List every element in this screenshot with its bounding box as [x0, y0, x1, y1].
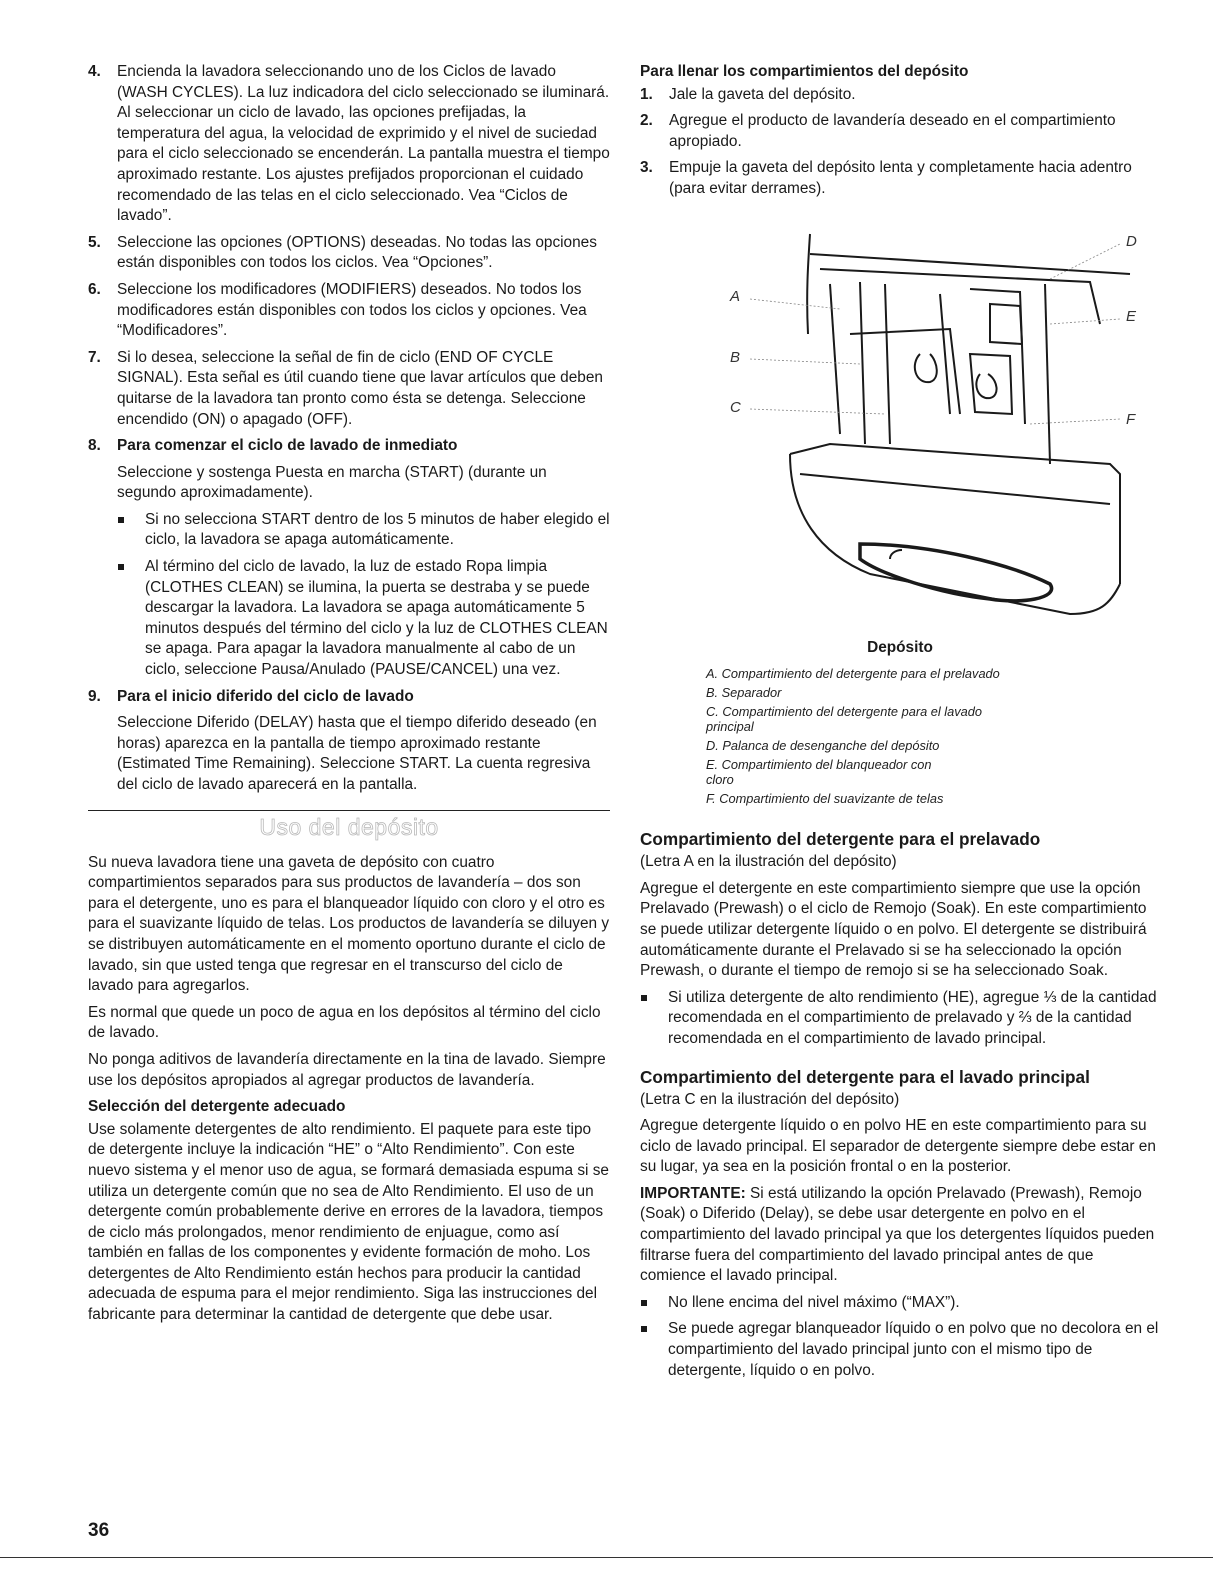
left-column — [88, 62, 610, 1332]
right-column — [640, 62, 1160, 1387]
callout-c: C — [730, 398, 741, 416]
step-7 — [88, 348, 610, 430]
prewash-paragraph: Agregue el detergente en este compartimiento siempre que use la opción Prelavado (Prewash) o el ciclo de Remojo (Soak). En este compartimiento se puede utilizar detergente líquido o en polvo. El detergente se distribuirá automáticamente durante el Prelavado si se ha seleccionado la opción Prewash, o durante el tiempo de remojo si se ha seleccionado Soak. — [640, 879, 1147, 980]
step-text: Seleccione Diferido (DELAY) hasta que el tiempo diferido deseado (en horas) aparezca en la pantalla de tiempo aproximado restante (Estimated Time Remaining). Seleccione START. La cuenta regresiva del ciclo de lavado aparecerá en la pantalla. — [117, 714, 597, 793]
important-note — [640, 1184, 1160, 1287]
fill-step — [640, 85, 1160, 106]
legend-item: B. Separador — [706, 685, 782, 701]
step-text: Empuje la gaveta del depósito lenta y completamente hacia adentro (para evitar derrames). — [669, 159, 1132, 197]
detergent-paragraph: Use solamente detergentes de alto rendimiento. El paquete para este tipo de detergente incluye la indicación “HE” o “Alto Rendimiento”. Con este nuevo sistema y el menor uso de agua, se formará demasiada espuma si se utiliza un detergente común que no sea de Alto Rendimiento. El uso de un detergente común probablemente derive en errores de la lavadora, tiempos de ciclo más prolongados, menor rendimiento de enjuague, como así también en fallas de los componentes y evidente formación de moho. Los detergentes de Alto Rendimiento están hechos para producir la cantidad adecuada de espuma para el mejor rendimiento. Siga las instrucciones del fabricante para determinar la cantidad de detergente que debe usar. — [88, 1120, 609, 1324]
legend-item: D. Palanca de desenganche del depósito — [706, 738, 940, 754]
bottom-rule — [0, 1557, 1213, 1558]
legend-item: F. Compartimiento del suavizante de telas — [706, 791, 944, 807]
legend-item: C. Compartimiento del detergente para el lavado principal — [706, 704, 983, 735]
step-heading: Para comenzar el ciclo de lavado de inmediato — [117, 437, 458, 455]
bullet-item — [117, 510, 610, 551]
bullet-square-icon — [641, 1300, 647, 1306]
dispenser-figure — [690, 214, 1150, 634]
bullet-item — [117, 557, 610, 681]
callout-a: A — [730, 287, 741, 305]
callout-e: E — [1126, 307, 1137, 325]
legend-item: E. Compartimiento del blanqueador con cloro — [706, 757, 932, 788]
bullet-square-icon — [641, 1326, 647, 1332]
step-number: 1. — [640, 85, 653, 103]
step-9 — [88, 687, 610, 796]
fill-step — [640, 158, 1160, 199]
step-number: 7. — [88, 348, 101, 366]
bullet-item — [640, 988, 1160, 1050]
main-wash-heading: Compartimiento del detergente para el lavado principal — [640, 1066, 1090, 1087]
step-number: 4. — [88, 63, 101, 80]
section-divider — [88, 810, 610, 811]
callout-b: B — [730, 348, 741, 366]
step-text: Jale la gaveta del depósito. — [669, 85, 856, 103]
bullet-square-icon — [118, 517, 124, 523]
step-text: Seleccione las opciones (OPTIONS) deseadas. No todas las opciones están disponibles con todos los ciclos. Vea “Opciones”. — [117, 233, 597, 272]
bullet-text: Si no selecciona START dentro de los 5 minutos de haber elegido el ciclo, la lavadora se apaga automáticamente. — [145, 510, 610, 549]
bullet-item — [640, 1319, 1160, 1381]
fill-heading: Para llenar los compartimientos del depósito — [640, 63, 969, 80]
important-text: Si está utilizando la opción Prelavado (Prewash), Remojo (Soak) o Diferido (Delay), se debe usar detergente en polvo en el compartimiento del lavado principal ya que los detergentes líquidos pueden filtrarse fuera del compartimiento del lavado principal antes de que comience el lavado principal. — [640, 1184, 1155, 1285]
step-4 — [88, 62, 610, 227]
step-text: Agregue el producto de lavandería deseado en el compartimiento apropiado. — [669, 112, 1116, 150]
fill-step — [640, 111, 1160, 152]
bullet-square-icon — [118, 564, 124, 570]
callout-d: D — [1126, 232, 1137, 250]
step-5 — [88, 233, 610, 274]
prewash-heading: Compartimiento del detergente para el prelavado — [640, 829, 1041, 850]
main-wash-subtitle: (Letra C en la ilustración del depósito) — [640, 1090, 900, 1108]
step-text: Si lo desea, seleccione la señal de fin de ciclo (END OF CYCLE SIGNAL). Esta señal es útil cuando tiene que lavar artículos que deben quitarse de la lavadora tan pronto como ésta se detenga. Seleccione encendido (ON) o apagado (OFF). — [117, 348, 603, 428]
step-number: 5. — [88, 233, 101, 251]
bullet-square-icon — [641, 995, 647, 1001]
callout-f: F — [1126, 410, 1136, 428]
dispenser-drawer-illustration — [690, 214, 1150, 634]
step-text: Seleccione y sostenga Puesta en marcha (START) (durante un segundo aproximadamente). — [117, 463, 547, 502]
bullet-text: Se puede agregar blanqueador líquido o en polvo que no decolora en el compartimiento del lavado principal junto con el mismo tipo de detergente, líquido o en polvo. — [668, 1320, 1159, 1379]
figure-legend — [706, 666, 1160, 806]
important-label: IMPORTANTE: — [640, 1184, 746, 1202]
page-number: 36 — [88, 1520, 110, 1541]
step-number: 2. — [640, 112, 653, 130]
section-title: Uso del depósito — [259, 813, 439, 840]
legend-item: A. Compartimiento del detergente para el prelavado — [706, 666, 1000, 682]
step-number: 8. — [88, 437, 101, 455]
bullet-text: Si utiliza detergente de alto rendimiento (HE), agregue ⅓ de la cantidad recomendada en el compartimiento de prelavado y ⅔ de la cantidad recomendada en el compartimiento de lavado principal. — [668, 988, 1157, 1047]
step-text: Encienda la lavadora seleccionando uno de los Ciclos de lavado (WASH CYCLES). La luz indicadora del ciclo seleccionado se iluminará. Al seleccionar un ciclo de lavado, las opciones prefijadas, la temperatura del agua, la velocidad de exprimido y el nivel de suciedad para el ciclo seleccionado se encenderán. La pantalla muestra el tiempo aproximado restante. Los ajustes prefijados proporcionan el cuidado recomendado de las telas en el ciclo seleccionado. Vea “Ciclos de lavado”. — [117, 63, 610, 225]
step-text: Seleccione los modificadores (MODIFIERS) deseados. No todos los modificadores están disponibles con todos los ciclos y opciones. Vea “Modificadores”. — [117, 280, 587, 340]
step-heading: Para el inicio diferido del ciclo de lavado — [117, 687, 414, 705]
bullet-item — [640, 1293, 1160, 1314]
figure-caption: Depósito — [867, 638, 933, 656]
bullet-text: No llene encima del nivel máximo (“MAX”). — [668, 1293, 960, 1311]
step-number: 3. — [640, 159, 653, 177]
prewash-subtitle: (Letra A en la ilustración del depósito) — [640, 853, 897, 871]
paragraph: No ponga aditivos de lavandería directamente en la tina de lavado. Siempre use los depósitos apropiados al agregar productos de lavandería. — [88, 1050, 606, 1089]
step-8 — [88, 436, 610, 681]
detergent-heading: Selección del detergente adecuado — [88, 1098, 346, 1116]
bullet-text: Al término del ciclo de lavado, la luz de estado Ropa limpia (CLOTHES CLEAN) se ilumina, la puerta se destraba y se puede descargar la lavadora. La lavadora se apaga automáticamente 5 minutos después del término del ciclo y la luz de CLOTHES CLEAN se apaga. Para apagar la lavadora manualmente al cabo de un ciclo, seleccione Pausa/Anulado (PAUSE/CANCEL) una vez. — [145, 558, 608, 679]
paragraph: Es normal que quede un poco de agua en los depósitos al término del ciclo de lavado. — [88, 1003, 601, 1042]
main-wash-paragraph: Agregue detergente líquido o en polvo HE en este compartimiento para su ciclo de lavado principal. El separador de detergente siempre debe estar en su lugar, ya sea en la posición frontal o en la posterior. — [640, 1117, 1156, 1176]
step-6 — [88, 280, 610, 342]
step-number: 6. — [88, 280, 101, 298]
paragraph: Su nueva lavadora tiene una gaveta de depósito con cuatro compartimientos separados para sus productos de lavandería – dos son para el detergente, uno es para el blanqueador líquido con cloro y el otro es para el suavizante líquido de telas. Los productos de lavandería se diluyen y se distribuyen automáticamente en el momento oportuno durante el ciclo de lavado, sin que usted tenga que regresar en el transcurso del ciclo de lavado para agregarlos. — [88, 853, 610, 995]
step-number: 9. — [88, 687, 101, 705]
